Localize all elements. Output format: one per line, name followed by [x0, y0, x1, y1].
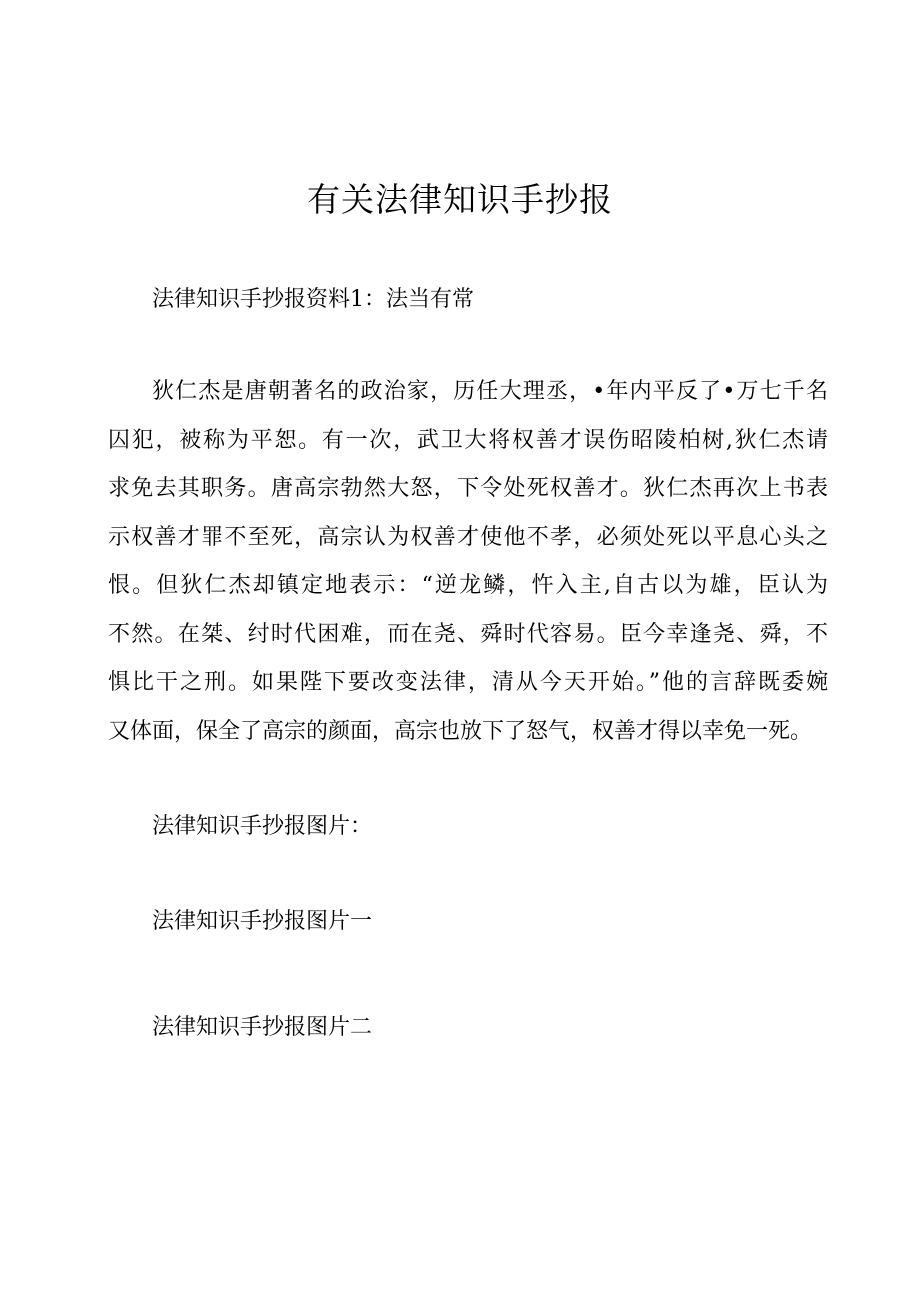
- story-line: 不然。在桀、纣时代困难，而在尧、舜时代容易。臣今幸逢尧、舜，不: [108, 621, 828, 647]
- story-line: 惧比干之刑。如果陛下要改变法律，清从今天开始。”他的言辞既委婉: [108, 670, 828, 695]
- story-line: 示权善才罪不至死，高宗认为权善才使他不孝，必须处死以平息心头之: [108, 524, 828, 550]
- picture-one-caption: 法律知识手抄报图片一: [152, 909, 373, 934]
- story-line: 狄仁杰是唐朝著名的政治家，历任大理丞，•年内平反了•万七千名: [152, 379, 828, 404]
- pictures-heading: 法律知识手抄报图片：: [152, 814, 373, 839]
- story-paragraph: [108, 376, 828, 764]
- page-title: 有关法律知识手抄报: [307, 180, 613, 219]
- story-line: 又体面，保全了高宗的颜面，高宗也放下了怒气，权善才得以幸免一死。: [108, 718, 813, 744]
- section-heading: 法律知识手抄报资料1：法当有常: [152, 287, 474, 312]
- picture-two-caption: 法律知识手抄报图片二: [152, 1015, 373, 1040]
- story-line: 求免去其职务。唐高宗勃然大怒，下令处死权善才。狄仁杰再次上书表: [108, 476, 828, 501]
- story-line: 囚犯，被称为平恕。有一次，武卫大将权善才误伤昭陵柏树,狄仁杰请: [108, 427, 828, 453]
- story-line: 恨。但狄仁杰却镇定地表示：“逆龙鳞，忤入主,自古以为雄，臣认为: [108, 573, 828, 598]
